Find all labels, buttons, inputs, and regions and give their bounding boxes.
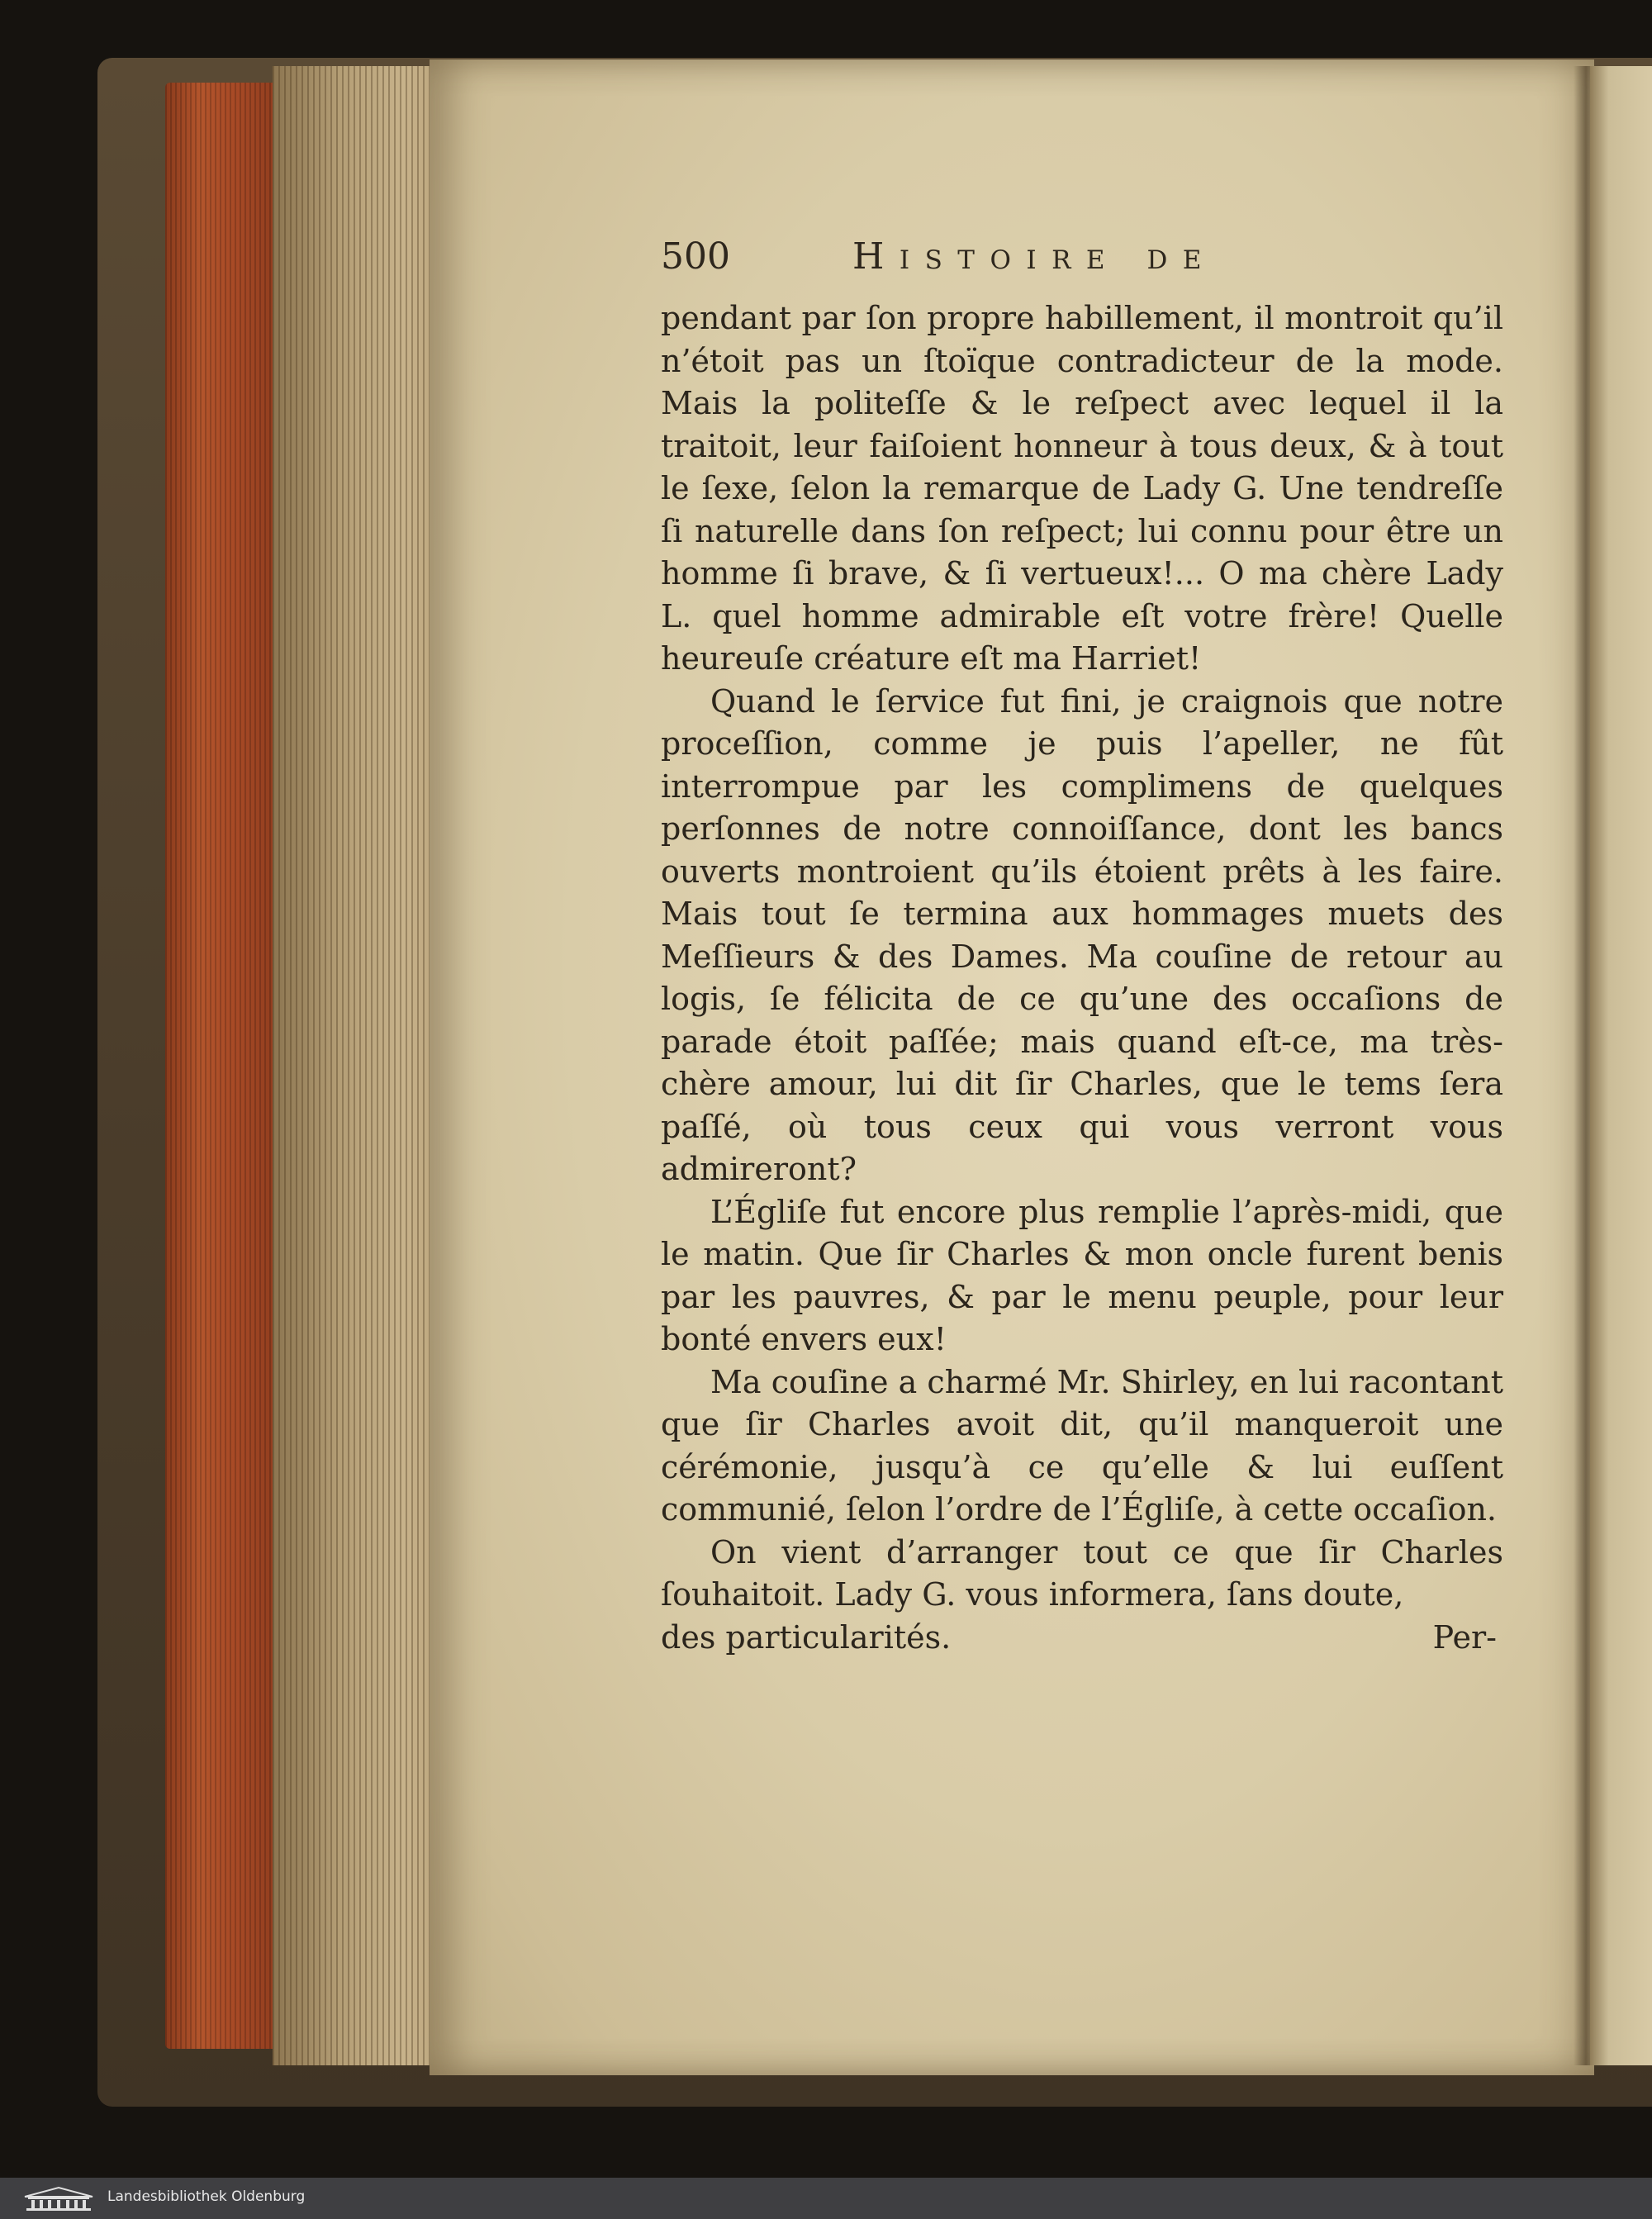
red-page-edges <box>165 83 281 2049</box>
page-stack-edges <box>273 66 446 2065</box>
catchword: Per- <box>1432 1618 1497 1656</box>
paragraph: L’Égliſe fut encore plus remplie l’après-midi, que le matin. Que ſir Charles & mon oncle furent benis par les pauvres, & par le menu peuple, pour leur bonté envers eux! <box>661 1193 1503 1357</box>
library-building-icon <box>21 2185 96 2212</box>
footer-bar <box>0 2178 1652 2219</box>
paragraph: On vient d’arranger tout ce que ſir Charles ſouhaitoit. Lady G. vous informera, ſans doute, <box>661 1533 1503 1613</box>
paragraph: Quand le ſervice fut fini, je craignois que notre proceſſion, comme je puis l’apeller, ne fût interrompue par les complimens de quelques perſonnes de notre connoiſſance, dont les bancs ouverts montroient qu’ils étoient prêts à les faire. Mais tout ſe termina aux hommages muets des Meſſieurs & des Dames. Ma couſine de retour au logis, ſe félicita de ce qu’une des occaſions de parade étoit paſſée; mais quand eſt-ce, ma très-chère amour, lui dit ſir Charles, que le tems ſera paſſé, où tous ceux qui vous verront vous admireront? <box>661 682 1503 1187</box>
final-line <box>661 1617 1503 1660</box>
page-text <box>661 297 1503 1660</box>
facing-page-edge <box>1590 66 1652 2065</box>
last-line-text: des particularités. <box>661 1618 952 1656</box>
page-header <box>661 234 1512 283</box>
running-head: Histoire de <box>852 235 1217 278</box>
paragraph: Ma couſine a charmé Mr. Shirley, en lui racontant que ſir Charles avoit dit, qu’il manqueroit une cérémonie, jusqu’à ce qu’elle & lui euſſent communié, ſelon l’ordre de l’Égliſe, à cette occaſion. <box>661 1363 1503 1528</box>
paragraph: pendant par ſon propre habillement, il montroit qu’il n’étoit pas un ſtoïque contradicteur de la mode. Mais la politeſſe & le reſpect avec lequel il la traitoit, leur faiſoient honneur à tous deux, & à tout le ſexe, ſelon la remarque de Lady G. Une tendreſſe ſi naturelle dans ſon reſpect; lui connu pour être un homme ſi brave, & ſi vertueux!... O ma chère Lady L. quel homme admirable eſt votre frère! Quelle heureuſe créature eſt ma Harriet! <box>661 300 1503 677</box>
library-name: Landesbibliothek Oldenburg <box>107 2188 306 2205</box>
page-number: 500 <box>661 235 730 278</box>
